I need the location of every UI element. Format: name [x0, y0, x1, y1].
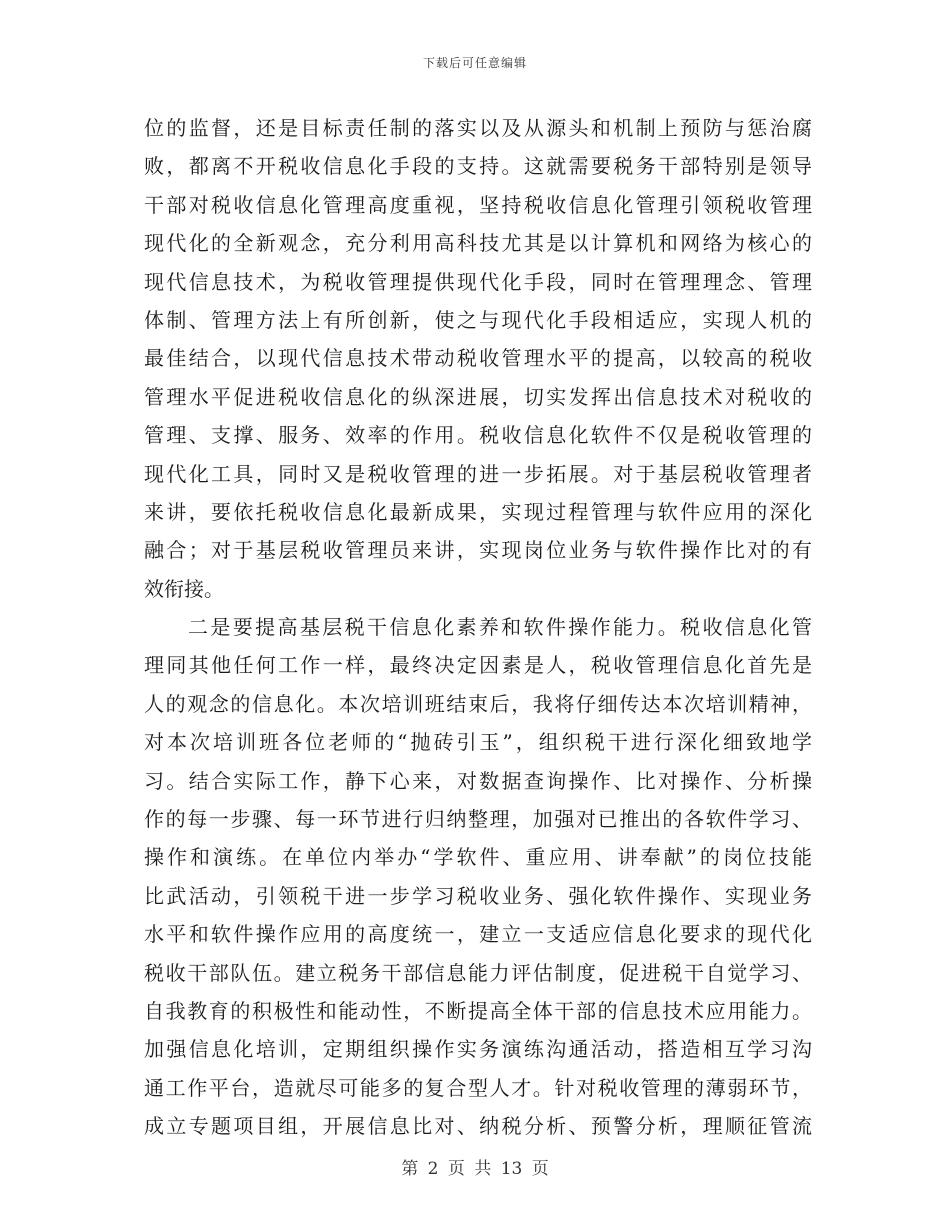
text-line: 理同其他任何工作一样，最终决定因素是人，税收管理信息化首先是 — [144, 653, 812, 678]
text-line: 融合；对于基层税收管理员来讲，实现岗位业务与软件操作比对的有 — [144, 538, 812, 563]
text-line: 习。结合实际工作，静下心来，对数据查询操作、比对操作、分析操 — [144, 768, 812, 793]
text-line: 水平和软件操作应用的高度统一，建立一支适应信息化要求的现代化 — [144, 922, 812, 947]
text-line: 对本次培训班各位老师的“抛砖引玉”，组织税干进行深化细致地学 — [144, 730, 812, 755]
text-line: 二是要提高基层税干信息化素养和软件操作能力。税收信息化管 — [188, 615, 812, 640]
text-line: 位的监督，还是目标责任制的落实以及从源头和机制上预防与惩治腐 — [144, 116, 812, 140]
text-line: 通工作平台，造就尽可能多的复合型人才。针对税收管理的薄弱环节， — [144, 1075, 812, 1100]
page-number-footer: 第 2 页 共 13 页 — [401, 1159, 549, 1179]
text-line: 人的观念的信息化。本次培训班结束后，我将仔细传达本次培训精神， — [144, 691, 812, 716]
text-line: 现代信息技术，为税收管理提供现代化手段，同时在管理理念、管理 — [144, 269, 812, 294]
text-line: 败，都离不开税收信息化手段的支持。这就需要税务干部特别是领导 — [144, 154, 812, 179]
text-line: 现代化工具，同时又是税收管理的进一步拓展。对于基层税收管理者 — [144, 461, 812, 486]
text-line: 自我教育的积极性和能动性，不断提高全体干部的信息技术应用能力。 — [144, 998, 812, 1023]
text-line: 操作和演练。在单位内举办“学软件、重应用、讲奉献”的岗位技能 — [144, 845, 812, 870]
text-line: 加强信息化培训，定期组织操作实务演练沟通活动，搭造相互学习沟 — [144, 1037, 812, 1062]
text-line: 来讲，要依托税收信息化最新成果，实现过程管理与软件应用的深化 — [144, 499, 812, 524]
text-line: 成立专题项目组，开展信息比对、纳税分析、预警分析，理顺征管流 — [144, 1114, 812, 1139]
text-line: 作的每一步骤、每一环节进行归纳整理，加强对已推出的各软件学习、 — [144, 807, 812, 832]
document-body — [144, 109, 812, 1146]
text-line: 干部对税收信息化管理高度重视，坚持税收信息化管理引领税收管理 — [144, 192, 812, 217]
page-header: 下载后可任意编辑 — [422, 56, 527, 70]
text-line: 管理水平促进税收信息化的纵深进展，切实发挥出信息技术对税收的 — [144, 384, 812, 409]
text-line: 比武活动，引领税干进一步学习税收业务、强化软件操作、实现业务 — [144, 883, 812, 908]
text-line: 最佳结合，以现代信息技术带动税收管理水平的提高，以较高的税收 — [144, 346, 812, 371]
text-line: 税收干部队伍。建立税务干部信息能力评估制度，促进税干自觉学习、 — [144, 960, 812, 985]
text-line: 管理、支撑、服务、效率的作用。税收信息化软件不仅是税收管理的 — [144, 423, 812, 448]
text-line: 现代化的全新观念，充分利用高科技尤其是以计算机和网络为核心的 — [144, 231, 812, 256]
text-line: 体制、管理方法上有所创新，使之与现代化手段相适应，实现人机的 — [144, 307, 812, 332]
text-line: 效衔接。 — [144, 576, 224, 601]
